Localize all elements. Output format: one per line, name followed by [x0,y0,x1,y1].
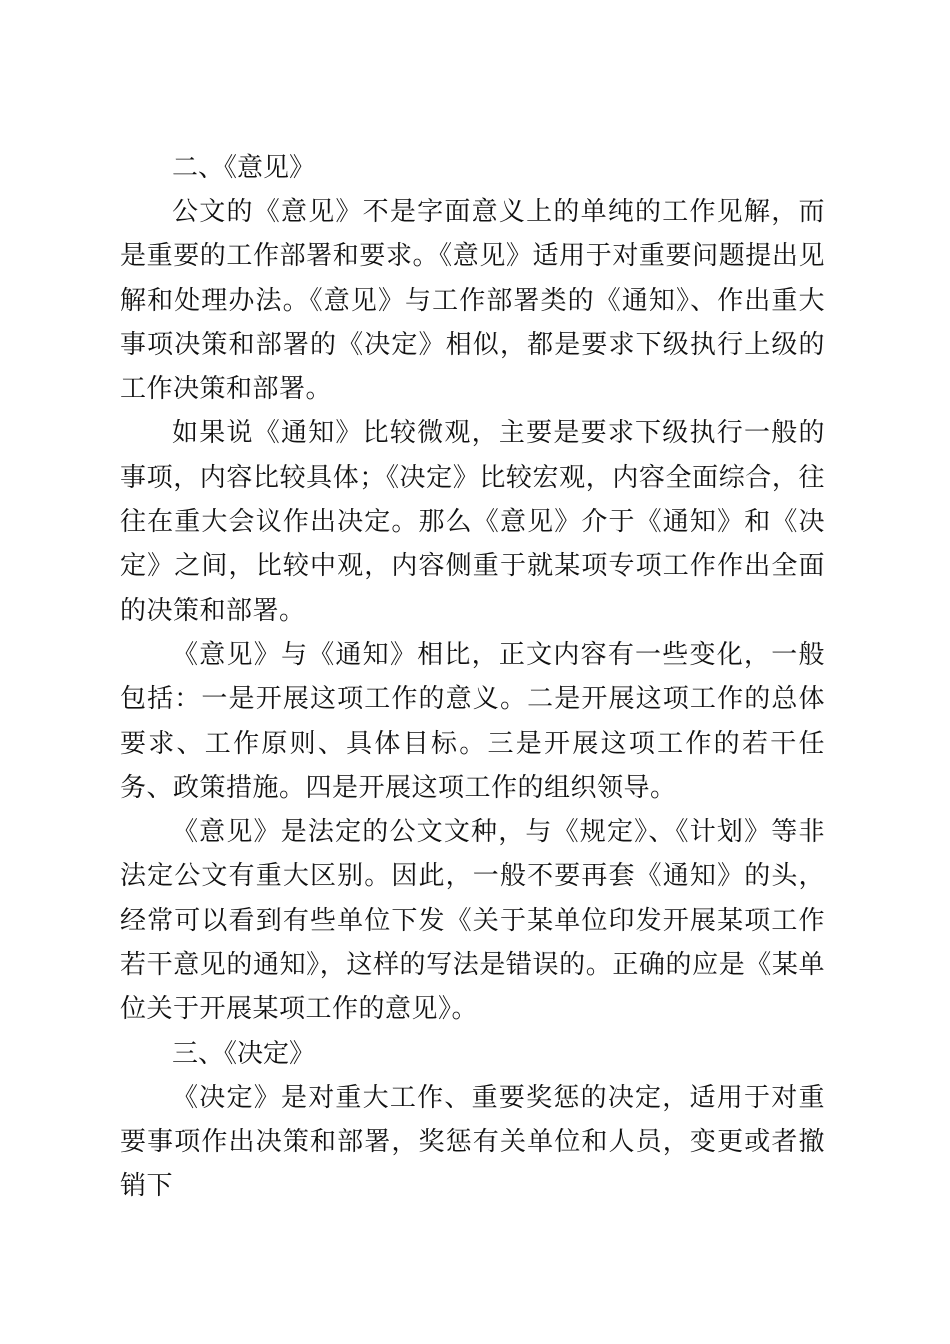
paragraph: 《决定》是对重大工作、重要奖惩的决定，适用于对重要事项作出决策和部署，奖惩有关单位和人员，变更或者撤销下 [120,1082,825,1202]
paragraph: 《意见》与《通知》相比，正文内容有一些变化，一般包括：一是开展这项工作的意义。二是开展这项工作的总体要求、工作原则、具体目标。三是开展这项工作的若干任务、政策措施。四是开展这项工作的组织领导。 [120,639,825,803]
section-heading-opinion: 二、《意见》 [172,153,316,183]
paragraph: 如果说《通知》比较微观，主要是要求下级执行一般的事项，内容比较具体；《决定》比较宏观，内容全面综合，往往在重大会议作出决定。那么《意见》介于《通知》和《决定》之间，比较中观，内容侧重于就某项专项工作作出全面的决策和部署。 [120,418,825,626]
document-page [120,146,825,1209]
paragraph: 公文的《意见》不是字面意义上的单纯的工作见解，而是重要的工作部署和要求。《意见》适用于对重要问题提出见解和处理办法。《意见》与工作部署类的《通知》、作出重大事项决策和部署的《决定》相似，都是要求下级执行上级的工作决策和部署。 [120,197,825,405]
paragraph: 《意见》是法定的公文文种，与《规定》、《计划》等非法定公文有重大区别。因此，一般不要再套《通知》的头，经常可以看到有些单位下发《关于某单位印发开展某项工作若干意见的通知》，这样的写法是错误的。正确的应是《某单位关于开展某项工作的意见》。 [120,817,825,1025]
section-heading-decision: 三、《决定》 [172,1038,316,1069]
